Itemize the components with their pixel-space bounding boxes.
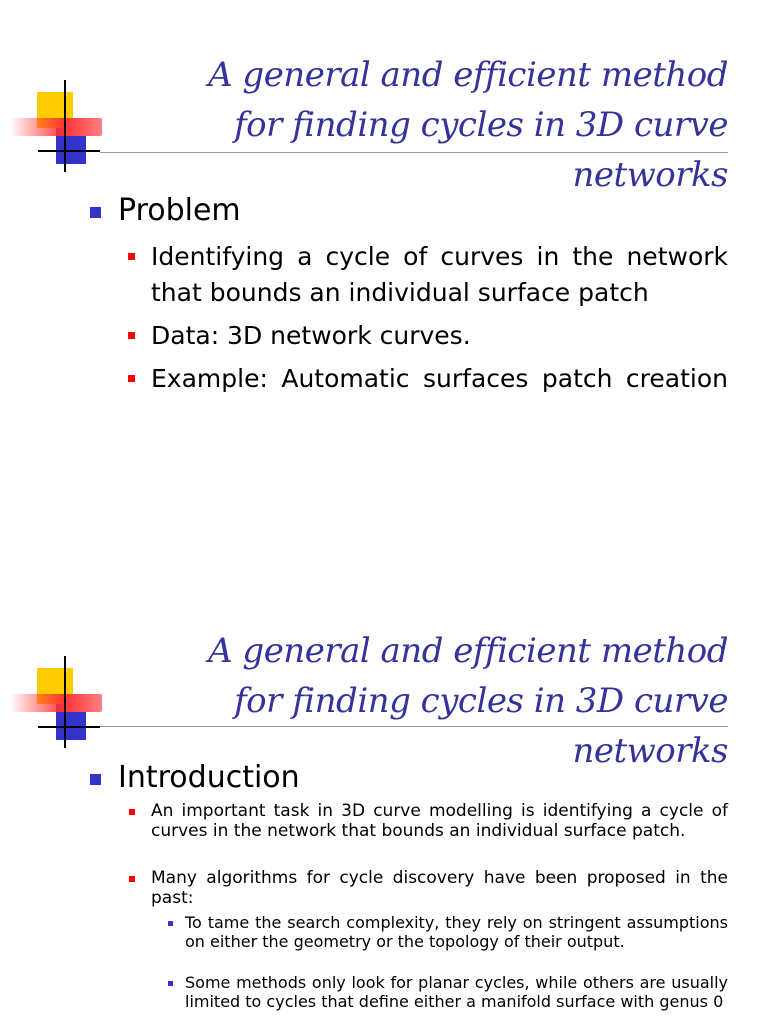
slide-logo-decoration [0, 576, 110, 756]
sub-bullet-search-complexity: To tame the search complexity, they rely on stringent assumptions on either the geometry or the topology of their output. [185, 913, 728, 951]
slide-introduction [0, 576, 768, 1024]
slide-title [100, 626, 728, 776]
slide-logo-decoration [0, 0, 110, 180]
heading-introduction: Introduction [118, 760, 728, 796]
bullet-identifying-cycle: Identifying a cycle of curves in the network that bounds an individual surface patch [151, 239, 728, 311]
heading-problem: Problem [118, 193, 728, 229]
bullet-important-task: An important task in 3D curve modelling is identifying a cycle of curves in the network that bounds an individual surface patch. [151, 801, 728, 841]
bullet-example: Example: Automatic surfaces patch creation [151, 361, 728, 397]
bullet-many-algorithms: Many algorithms for cycle discovery have been proposed in the past: [151, 868, 728, 908]
title-line-1: A general and efficient method [208, 55, 728, 95]
title-line-1: A general and efficient method [208, 631, 728, 671]
title-line-2: for finding cycles in 3D curve networks [234, 105, 728, 195]
title-line-2: for finding cycles in 3D curve networks [234, 681, 728, 771]
sub-bullet-planar-cycles: Some methods only look for planar cycles, while others are usually limited to cycles that define either a manifold surface with genus 0 [185, 973, 728, 1011]
slide-title [100, 50, 728, 200]
bullet-data: Data: 3D network curves. [151, 318, 728, 354]
